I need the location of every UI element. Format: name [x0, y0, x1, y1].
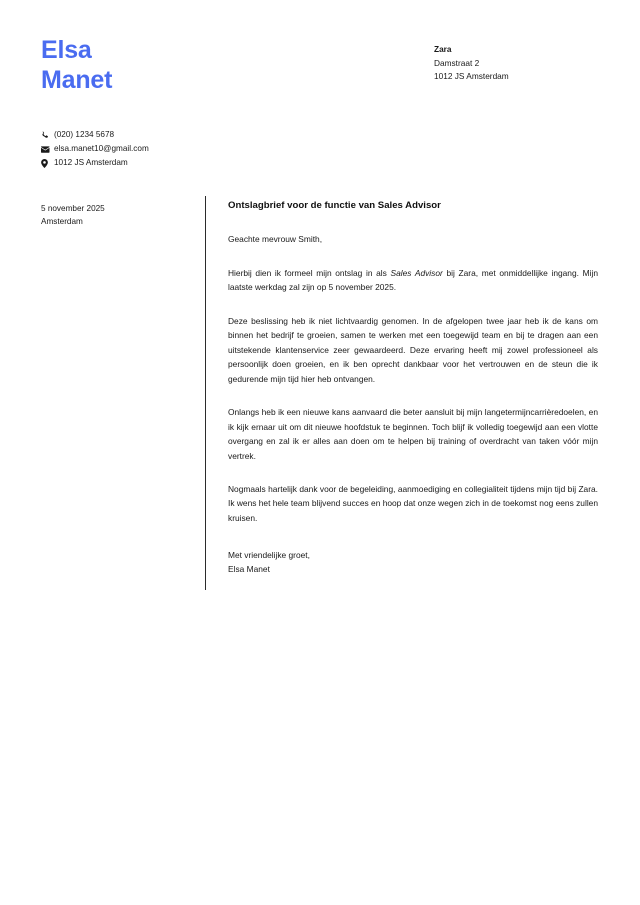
letter-paragraph-3: Onlangs heb ik een nieuwe kans aanvaard die beter aansluit bij mijn langetermijncarrièredoelen, en ik kijk ernaar uit om dit nieuwe hoofdstuk te beginnen. Toch blijf ik volledig toegewijd aan een vlotte overgang en zal ik er alles aan doen om te helpen bij training of overdracht van taken vóór mijn vertrek.	[228, 407, 598, 461]
letter-body	[228, 199, 598, 577]
contact-details	[41, 128, 221, 170]
letter-subject: Ontslagbrief voor de functie van Sales Advisor	[228, 200, 441, 211]
paragraph-1-job-title: Sales Advisor	[390, 268, 443, 279]
letter-closing	[228, 549, 598, 576]
contact-value-phone: (020) 1234 5678	[54, 129, 115, 139]
sender-name	[41, 36, 112, 95]
contact-value-email: elsa.manet10@gmail.com	[54, 143, 149, 153]
letter-paragraph-2: Deze beslissing heb ik niet lichtvaardig genomen. In de afgelopen twee jaar heb ik de kans om binnen het bedrijf te groeien, samen te werken met een toegewijd team en bij te dragen aan een uitstekende klantenservice zeer gewaardeerd. Deze ervaring heeft mij zowel professioneel als persoonlijk doen groeien, en ik ben oprecht dankbaar voor het vertrouwen en de steun die ik gedurende mijn tijd hier heb ontvangen.	[228, 315, 598, 384]
letter-header	[41, 36, 599, 106]
letter-paragraph-4: Nogmaals hartelijk dank voor de begeleiding, aanmoediging en collegialiteit tijdens mijn tijd bij Zara. Ik wens het hele team blijvend succes en hoop dat onze wegen zich in de toekomst nog eens zullen kruisen.	[228, 484, 598, 523]
letter-date: 5 november 2025	[41, 204, 105, 213]
sender-first-name: Elsa	[41, 36, 92, 64]
contact-row-phone	[41, 128, 221, 142]
sender-last-name: Manet	[41, 65, 113, 94]
contact-row-location	[41, 156, 221, 170]
recipient-company: Zara	[434, 44, 452, 54]
letter-salutation: Geachte mevrouw Smith,	[228, 234, 323, 245]
recipient-address	[434, 43, 509, 84]
vertical-divider	[205, 196, 206, 590]
recipient-city: 1012 JS Amsterdam	[434, 71, 509, 82]
letter-meta	[41, 202, 191, 229]
closing-phrase: Met vriendelijke groet,	[228, 550, 310, 561]
envelope-icon	[41, 146, 54, 153]
contact-row-email	[41, 142, 221, 156]
paragraph-1-text-before: Hierbij dien ik formeel mijn ontslag in als	[228, 268, 391, 279]
phone-icon	[41, 131, 54, 139]
letter-paragraph-1	[228, 266, 598, 295]
recipient-street: Damstraat 2	[434, 57, 480, 68]
paragraph-1-text-after: bij Zara, met onmiddellijke ingang. Mijn laatste werkdag zal zijn op 5 november 2025.	[228, 268, 598, 293]
closing-signature-name: Elsa Manet	[228, 563, 270, 574]
location-pin-icon	[41, 159, 54, 168]
contact-value-location: 1012 JS Amsterdam	[54, 157, 128, 167]
letter-place: Amsterdam	[41, 217, 83, 227]
